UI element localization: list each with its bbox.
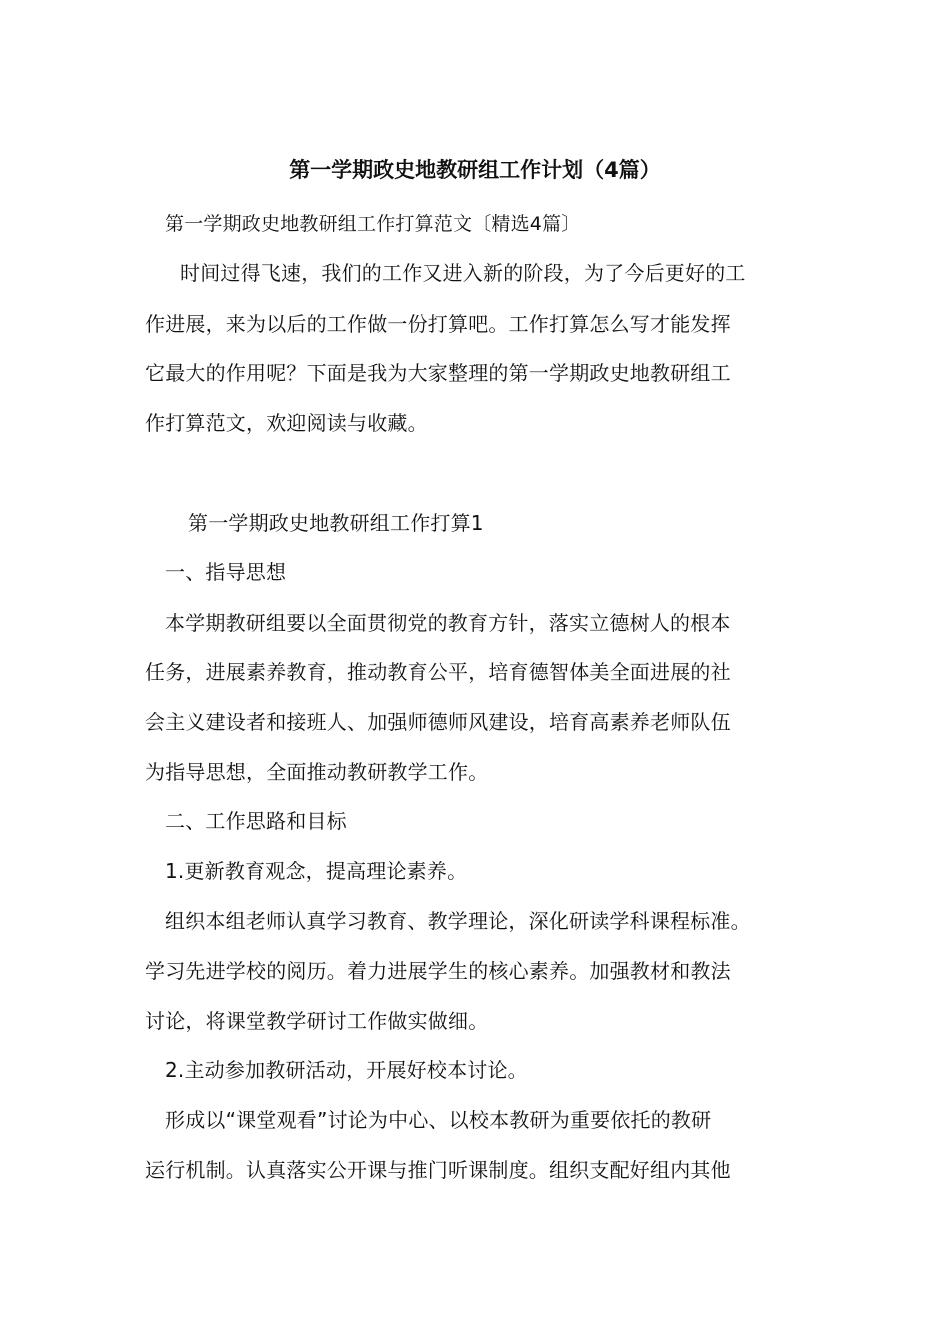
document-title: 第一学期政史地教研组工作计划（4篇）	[289, 158, 661, 182]
paragraph-line: 为指导思想，全面推动教研教学工作。	[145, 760, 489, 784]
section-title: 第一学期政史地教研组工作打算1	[188, 511, 484, 535]
intro-line: 作进展，来为以后的工作做一份打算吧。工作打算怎么写才能发挥	[145, 312, 731, 336]
intro-line: 作打算范文，欢迎阅读与收藏。	[145, 411, 428, 435]
list-item: 1.更新教育观念，提高理论素养。	[165, 859, 468, 883]
paragraph-line: 运行机制。认真落实公开课与推门听课制度。组织支配好组内其他	[145, 1158, 731, 1182]
paragraph-line: 任务，进展素养教育，推动教育公平，培育德智体美全面进展的社	[145, 660, 731, 684]
intro-line: 时间过得飞速，我们的工作又进入新的阶段，为了今后更好的工	[180, 261, 746, 285]
heading-guiding-thought: 一、指导思想	[165, 560, 287, 584]
paragraph-line: 形成以“课堂观看”讨论为中心、以校本教研为重要依托的教研	[165, 1108, 712, 1132]
paragraph-line: 讨论，将课堂教学研讨工作做实做细。	[145, 1009, 489, 1033]
paragraph-line: 本学期教研组要以全面贯彻党的教育方针，落实立德树人的根本	[165, 611, 731, 635]
paragraph-line: 会主义建设者和接班人、加强师德师风建设，培育高素养老师队伍	[145, 710, 731, 734]
paragraph-line: 学习先进学校的阅历。着力进展学生的核心素养。加强教材和教法	[145, 959, 731, 983]
intro-line: 它最大的作用呢？下面是我为大家整理的第一学期政史地教研组工	[145, 361, 731, 385]
list-item: 2.主动参加教研活动，开展好校本讨论。	[165, 1058, 528, 1082]
heading-work-ideas: 二、工作思路和目标	[165, 809, 347, 833]
document-subtitle: 第一学期政史地教研组工作打算范文〔精选4篇〕	[165, 213, 581, 235]
paragraph-line: 组织本组老师认真学习教育、教学理论，深化研读学科课程标准。	[165, 909, 751, 933]
